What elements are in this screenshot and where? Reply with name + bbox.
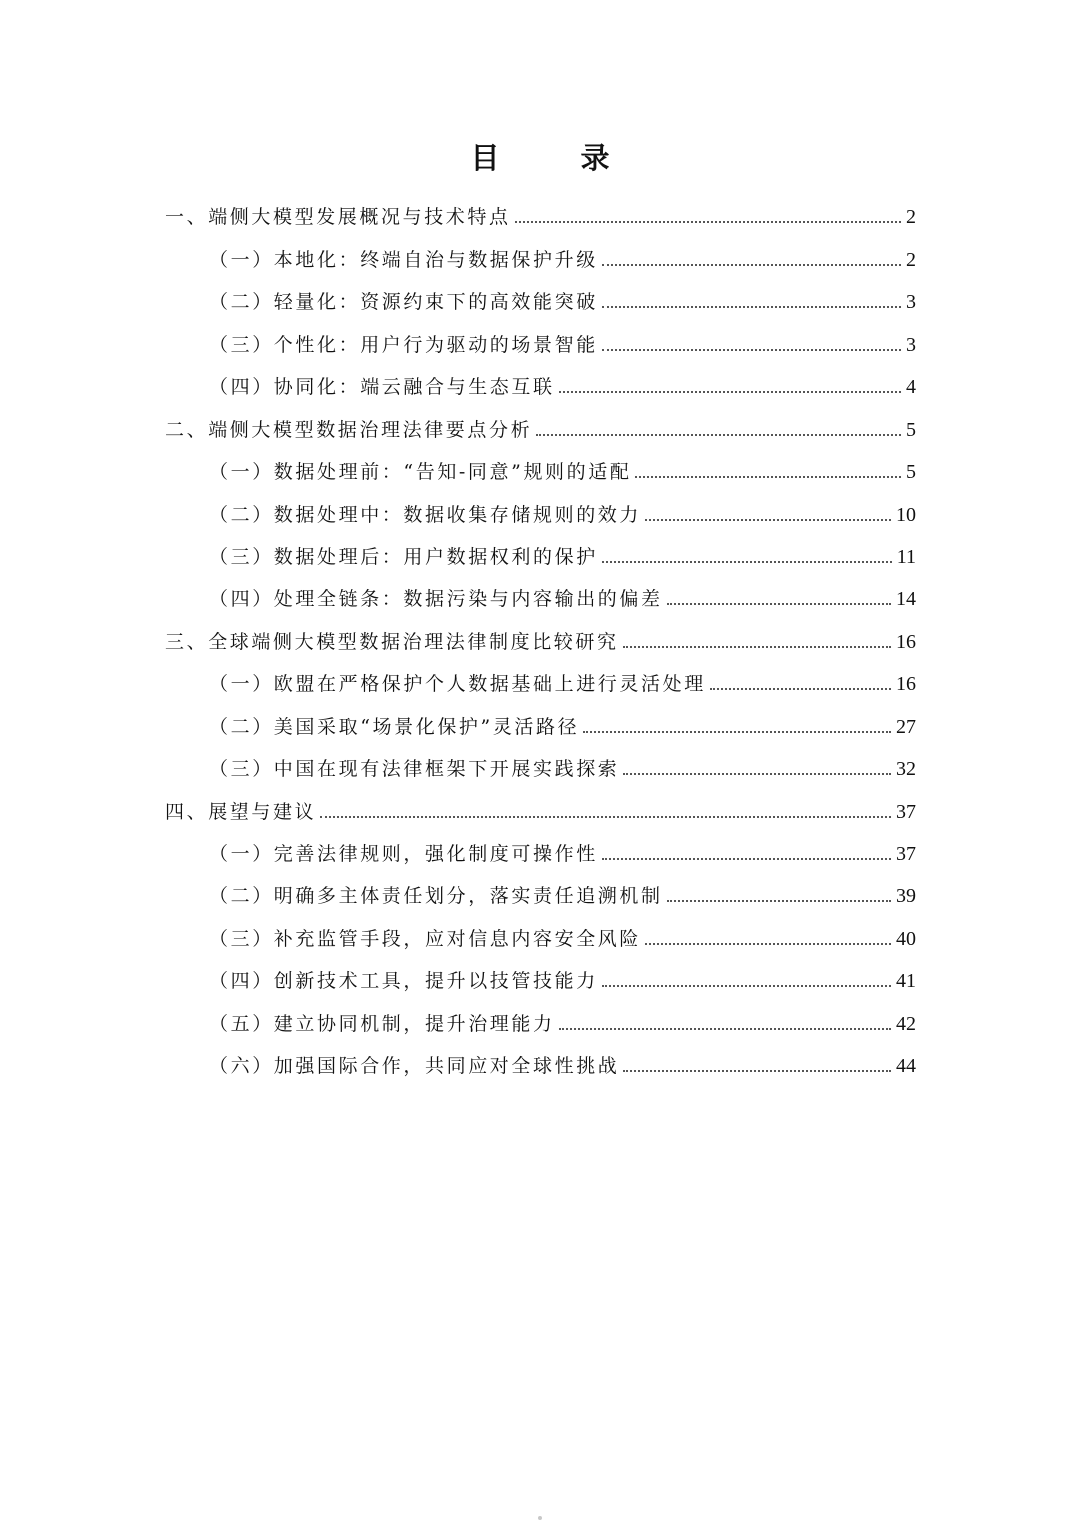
toc-entry-label: （三）中国在现有法律框架下开展实践探索 [209,758,620,781]
page-title: 目 录 [470,141,636,175]
toc-entry-page: 39 [896,885,916,908]
toc-entry-page: 11 [896,545,916,568]
dot-leader [602,858,891,860]
dot-leader [623,1070,891,1072]
toc-entry-page: 2 [906,248,916,271]
toc-entry-label: 二、端侧大模型数据治理法律要点分析 [165,418,533,441]
dot-leader [667,603,891,605]
toc-entry[interactable] [0,1037,1080,1079]
toc-entry-label: （二）轻量化：资源约束下的高效能突破 [209,291,598,314]
toc-entry-label: （一）欧盟在严格保护个人数据基础上进行灵活处理 [209,673,706,696]
toc-entry-page: 10 [896,503,916,526]
toc-entry-label: 一、端侧大模型发展概况与技术特点 [165,206,511,229]
dot-leader [320,816,891,818]
dot-leader [559,391,901,393]
toc-entry[interactable] [0,867,1080,909]
toc-entry[interactable] [0,273,1080,315]
toc-entry[interactable] [0,655,1080,697]
toc-entry-label: （四）处理全链条：数据污染与内容输出的偏差 [209,588,663,611]
toc-entry[interactable] [0,740,1080,782]
dot-leader [515,221,901,223]
toc-entry[interactable] [0,485,1080,527]
dot-leader [602,306,901,308]
toc-entry[interactable] [0,909,1080,951]
dot-leader [602,349,901,351]
toc-entry[interactable] [0,825,1080,867]
dot-leader [536,434,901,436]
dot-leader [583,731,891,733]
toc-entry-label: （三）个性化：用户行为驱动的场景智能 [209,333,598,356]
toc-entry[interactable] [0,188,1080,230]
toc-entry-label: （三）补充监管手段，应对信息内容安全风险 [209,927,642,950]
dot-leader [602,985,891,987]
toc-entry-page: 27 [896,715,916,738]
toc-entry-page: 14 [896,588,916,611]
toc-entry-page: 3 [906,291,916,314]
toc-entry-page: 41 [896,970,916,993]
dot-leader [645,519,891,521]
toc-entry-page: 2 [906,206,916,229]
toc-entry-label: （四）创新技术工具，提升以技管技能力 [209,970,598,993]
toc-entry-page: 5 [906,461,916,484]
toc-entry[interactable] [0,612,1080,654]
dot-leader [667,900,891,902]
toc-entry-label: 三、全球端侧大模型数据治理法律制度比较研究 [165,630,619,653]
dot-leader [710,688,891,690]
toc-entry-page: 37 [896,843,916,865]
toc-entry-label: （二）明确多主体责任划分，落实责任追溯机制 [209,885,663,908]
toc-entry[interactable] [0,697,1080,739]
toc-entry[interactable] [0,782,1080,824]
dot-leader [559,1028,891,1030]
toc-entry-page: 37 [896,800,916,823]
toc-entry-label: （三）数据处理后：用户数据权利的保护 [209,545,598,568]
toc-entry-label: （五）建立协同机制，提升治理能力 [209,1012,555,1035]
toc-entry-label: 四、展望与建议 [165,800,317,823]
toc-entry[interactable] [0,994,1080,1036]
dot-leader [645,943,891,945]
toc-entry-label: （一）完善法律规则，强化制度可操作性 [209,843,598,865]
dot-leader [623,646,891,648]
toc-entry[interactable] [0,443,1080,485]
toc-entry-label: （一）本地化：终端自治与数据保护升级 [209,248,598,271]
toc-entry-label: （二）数据处理中：数据收集存储规则的效力 [209,503,642,526]
toc-entry-page: 16 [896,630,916,653]
toc-entry-page: 42 [896,1012,916,1035]
dot-leader [623,773,891,775]
toc-entry-label: （六）加强国际合作，共同应对全球性挑战 [209,1055,620,1078]
table-of-contents [0,188,1080,1079]
toc-entry-page: 4 [906,376,916,399]
toc-entry[interactable] [0,528,1080,570]
dot-leader [635,476,901,478]
toc-entry-page: 3 [906,333,916,356]
toc-entry[interactable] [0,315,1080,357]
toc-entry[interactable] [0,358,1080,400]
toc-entry[interactable] [0,570,1080,612]
dot-leader [602,561,892,563]
toc-entry-page: 16 [896,673,916,696]
toc-entry[interactable] [0,400,1080,442]
toc-entry-page: 44 [896,1055,916,1078]
toc-entry-label: （二）美国采取“场景化保护”灵活路径 [209,715,580,738]
toc-entry-label: （四）协同化：端云融合与生态互联 [209,376,555,399]
toc-entry-page: 5 [906,418,916,441]
toc-entry-page: 40 [896,927,916,950]
toc-entry-page: 32 [896,758,916,781]
toc-entry[interactable] [0,952,1080,994]
toc-entry-label: （一）数据处理前：“告知-同意”规则的适配 [209,461,632,484]
dot-leader [602,264,901,266]
page-footer-dot [538,1516,542,1520]
toc-entry[interactable] [0,230,1080,272]
